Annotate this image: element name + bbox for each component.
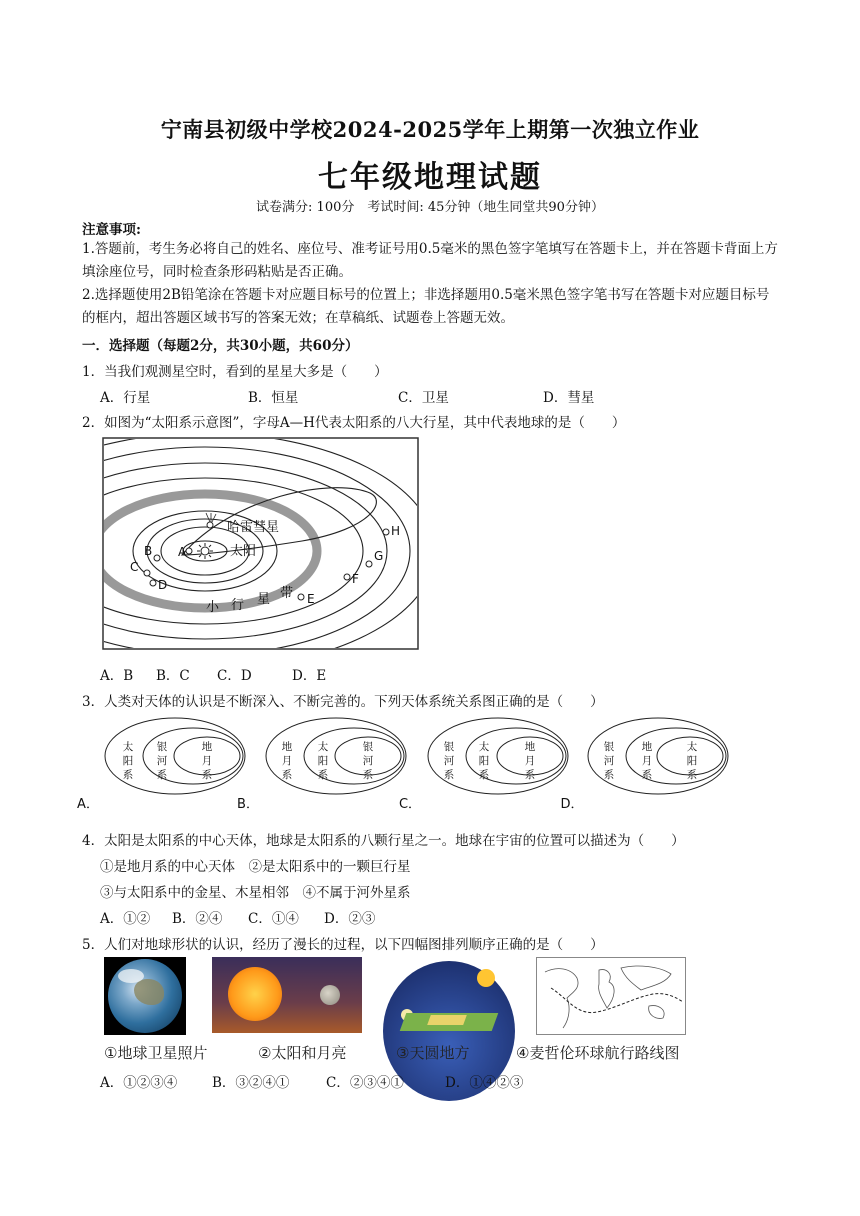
option-a[interactable]: A．B <box>100 668 134 684</box>
svg-text:太: 太 <box>122 741 134 753</box>
planet-label-e: E <box>307 592 315 606</box>
question-2-stem: 2．如图为“太阳系示意图”，字母A—H代表太阳系的八大行星，其中代表地球的是（ ） <box>82 415 626 431</box>
svg-text:系: 系 <box>122 769 134 781</box>
belt-char-4: 带 <box>280 586 294 601</box>
question-1-options <box>100 386 720 406</box>
diagram-c <box>399 718 568 812</box>
option-c[interactable]: C．D <box>217 668 252 684</box>
question-4-stem: 4．太阳是太阳系的中心天体，地球是太阳系的八颗行星之一。地球在宇宙的位置可以描述为（ ） <box>82 833 685 849</box>
option-a[interactable]: A．①②③④ <box>100 1075 178 1091</box>
svg-text:银: 银 <box>443 741 455 753</box>
exam-title: 七年级地理试题 <box>318 160 542 195</box>
svg-text:月: 月 <box>524 755 536 767</box>
option-d[interactable]: D．彗星 <box>543 390 595 406</box>
diagram-c-letter: C． <box>398 797 422 812</box>
planet-label-d: D <box>158 578 168 592</box>
exam-meta: 试卷满分: 100分 考试时间: 45分钟（地生同堂共90分钟） <box>256 200 604 215</box>
option-a[interactable]: A．行星 <box>100 390 151 406</box>
svg-text:阳: 阳 <box>478 755 490 767</box>
svg-text:河: 河 <box>156 755 168 767</box>
notice-item-2: 2.选择题使用2B铅笔涂在答题卡对应题目标号的位置上；非选择题用0.5毫米黑色签字笔书写在答题卡对应题目标号的框内，超出答题区域书写的答案无效；在草稿纸、试题卷上答题无效。 <box>82 287 770 326</box>
celestial-system-diagrams <box>77 716 740 812</box>
svg-text:银: 银 <box>156 741 168 753</box>
caption-1: ①地球卫星照片 <box>104 1044 208 1062</box>
svg-text:河: 河 <box>362 755 374 767</box>
svg-text:系: 系 <box>443 769 455 781</box>
svg-text:阳: 阳 <box>686 755 698 767</box>
svg-text:阳: 阳 <box>317 755 329 767</box>
question-1-stem: 1．当我们观测星空时，看到的星星大多是（ ） <box>82 364 388 380</box>
section-heading: 一．选择题（每题2分，共30小题，共60分） <box>82 338 359 354</box>
caption-2: ②太阳和月亮 <box>258 1044 347 1062</box>
question-4-options <box>100 907 420 927</box>
sun-label: 太阳 <box>230 544 257 559</box>
notice-item-1: 1.答题前，考生务必将自己的姓名、座位号、准考证号用0.5毫米的黑色签字笔填写在答题卡上，并在答题卡背面上方填涂座位号，同时检查条形码粘贴是否正确。 <box>82 241 778 280</box>
svg-text:系: 系 <box>686 769 698 781</box>
planet-label-c: C <box>130 560 139 574</box>
svg-text:系: 系 <box>362 769 374 781</box>
solar-system-diagram <box>102 437 420 651</box>
svg-text:月: 月 <box>201 755 213 767</box>
svg-text:阳: 阳 <box>122 755 134 767</box>
diagram-a-letter: A． <box>77 797 99 812</box>
option-b[interactable]: B．②④ <box>172 911 223 927</box>
svg-text:河: 河 <box>443 755 455 767</box>
belt-char-2: 行 <box>231 598 245 613</box>
planet-label-b: B <box>144 544 153 558</box>
option-b[interactable]: B．③②④① <box>212 1075 290 1091</box>
svg-text:银: 银 <box>603 741 615 753</box>
magellan-route-map <box>536 957 686 1035</box>
planet-label-a: A <box>178 545 187 559</box>
diagram-b-letter: B． <box>237 797 259 812</box>
svg-text:地: 地 <box>641 741 653 753</box>
school-title: 宁南县初级中学校2024-2025学年上期第一次独立作业 <box>160 117 700 142</box>
comet-label: 哈雷彗星 <box>227 520 280 535</box>
question-5-stem: 5．人们对地球形状的认识，经历了漫长的过程，以下四幅图排列顺序正确的是（ ） <box>82 937 604 953</box>
diagram-b <box>237 718 406 812</box>
svg-text:地: 地 <box>524 741 536 753</box>
svg-text:系: 系 <box>478 769 490 781</box>
diagram-d <box>560 718 728 812</box>
sun-and-moon-photo <box>212 957 362 1033</box>
svg-text:太: 太 <box>478 741 490 753</box>
option-d[interactable]: D．②③ <box>324 911 376 927</box>
question-4-statements-2: ③与太阳系中的金星、木星相邻 ④不属于河外星系 <box>100 885 411 901</box>
diagram-d-letter: D． <box>560 797 584 812</box>
planet-label-h: H <box>391 524 401 538</box>
option-a[interactable]: A．①② <box>100 911 151 927</box>
sun-icon <box>197 543 213 559</box>
question-3-stem: 3．人类对天体的认识是不断深入、不断完善的。下列天体系统关系图正确的是（ ） <box>82 694 604 710</box>
option-b[interactable]: B．C <box>156 668 190 684</box>
svg-text:系: 系 <box>603 769 615 781</box>
caption-4: ④麦哲伦环球航行路线图 <box>516 1044 680 1062</box>
option-c[interactable]: C．②③④① <box>326 1075 404 1091</box>
option-c[interactable]: C．①④ <box>248 911 299 927</box>
svg-text:银: 银 <box>362 741 374 753</box>
svg-text:太: 太 <box>686 741 698 753</box>
caption-3: ③天圆地方 <box>396 1044 470 1062</box>
svg-text:地: 地 <box>281 741 293 753</box>
question-2-options <box>100 664 360 684</box>
option-d[interactable]: D．①④②③ <box>445 1075 524 1091</box>
notice-heading: 注意事项: <box>82 222 141 238</box>
svg-text:系: 系 <box>641 769 653 781</box>
svg-text:太: 太 <box>317 741 329 753</box>
svg-text:系: 系 <box>317 769 329 781</box>
svg-text:地: 地 <box>201 741 213 753</box>
option-d[interactable]: D．E <box>292 668 327 684</box>
option-c[interactable]: C．卫星 <box>398 390 449 406</box>
planet-label-g: G <box>374 549 384 563</box>
belt-char-3: 星 <box>257 592 271 607</box>
svg-text:系: 系 <box>281 769 293 781</box>
earth-satellite-photo <box>104 957 186 1035</box>
option-b[interactable]: B．恒星 <box>248 390 299 406</box>
svg-text:河: 河 <box>603 755 615 767</box>
question-4-statements-1: ①是地月系的中心天体 ②是太阳系中的一颗巨行星 <box>100 859 411 875</box>
svg-text:系: 系 <box>524 769 536 781</box>
round-sky-square-earth-picture <box>393 957 505 1033</box>
svg-text:月: 月 <box>641 755 653 767</box>
diagram-a <box>77 718 245 812</box>
belt-char-1: 小 <box>206 600 220 615</box>
planet-label-f: F <box>352 572 359 586</box>
svg-text:月: 月 <box>281 755 293 767</box>
svg-text:系: 系 <box>156 769 168 781</box>
question-5-options <box>100 1071 560 1091</box>
svg-text:系: 系 <box>201 769 213 781</box>
